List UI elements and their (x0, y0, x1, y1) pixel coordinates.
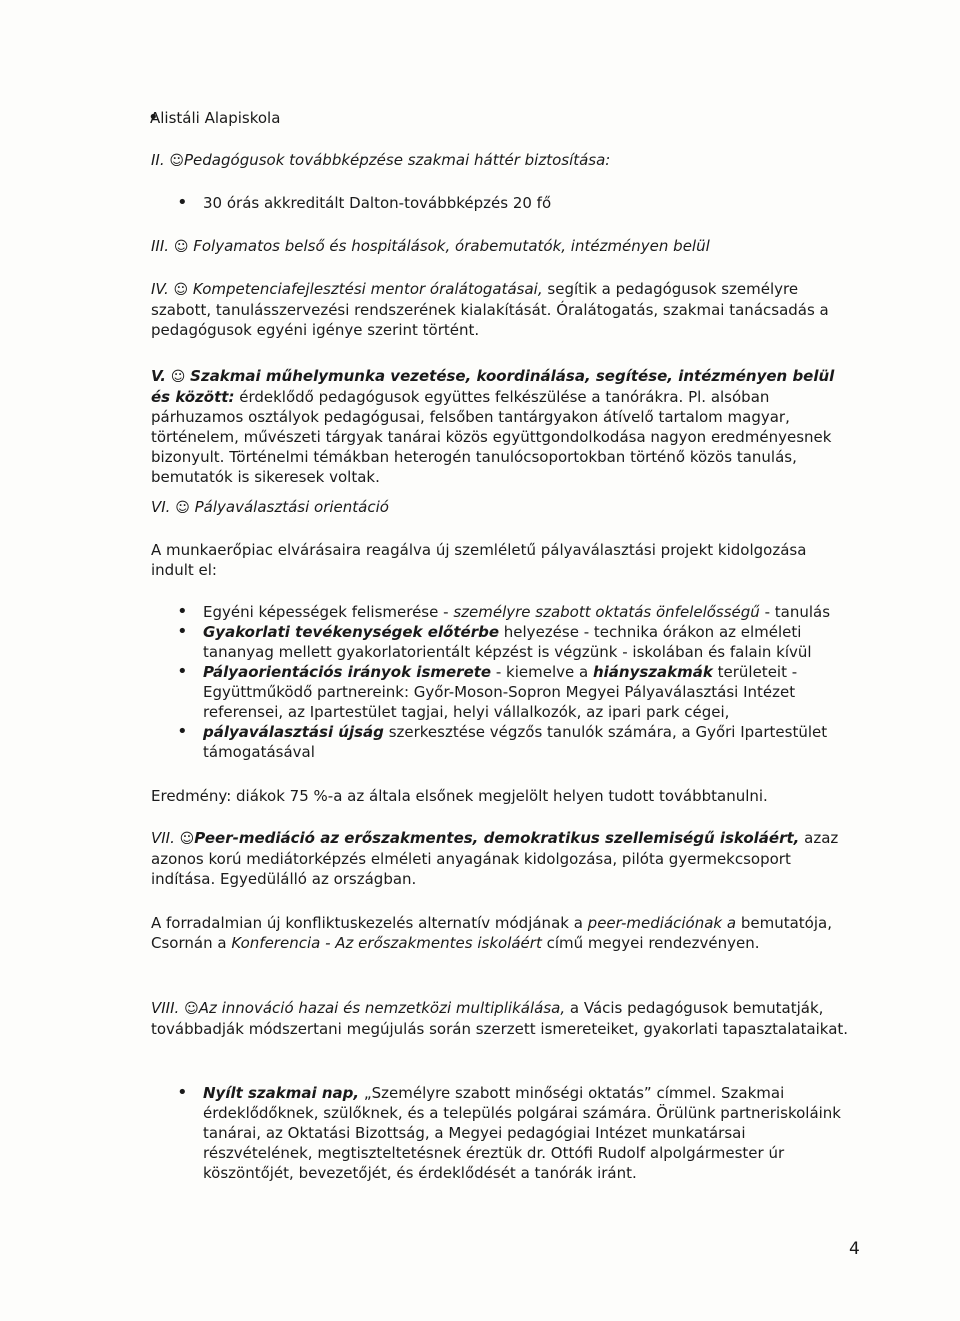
smiley-icon: ☺ (170, 369, 186, 385)
section-title: Peer-mediáció az erőszakmentes, demokratikus szellemiségű iskoláért, (194, 829, 800, 847)
section-7-paragraph: A forradalmian új konfliktuskezelés alternatív módjának a peer-mediációnak a bemutatója, Csornán a Konferencia - Az erőszakmentes iskoláért című megyei rendezvényen. (151, 914, 832, 952)
section-number: III. (151, 237, 170, 255)
section-title: Pályaválasztási orientáció (194, 498, 389, 516)
page-number: 4 (849, 1239, 860, 1259)
smiley-icon: ☺ (179, 831, 195, 847)
smiley-icon: ☺ (184, 1001, 199, 1017)
section-number: II. (151, 151, 165, 169)
school-name: Alistáli Alapiskola (150, 109, 281, 127)
section-number: V. (151, 367, 166, 385)
section-title: Pedagógusok továbbképzése szakmai háttér biztosítása: (184, 151, 611, 169)
list-item (122, 108, 822, 128)
section-7 (151, 828, 851, 889)
section-number: VI. (151, 498, 171, 516)
section-3-heading (151, 236, 851, 257)
list-item: • Gyakorlati tevékenységek előtérbe helyezése - technika órákon az elméleti tananyag mellett gyakorlatorientált képzést is végzünk - iskolában és falain kívül (151, 622, 851, 662)
section-title: Kompetenciafejlesztési mentor óralátogatásai, (192, 280, 543, 298)
section-6-heading (151, 497, 851, 518)
section-8 (151, 998, 851, 1039)
list-item: • Pályaorientációs irányok ismerete - kiemelve a hiányszakmák területeit - Együttműködő partnereink: Győr-Moson-Sopron Megyei Pályaválasztási Intézet referensei, az Ipartestület tagjai, helyi vállalkozók, az ipari park cégei, (151, 662, 851, 722)
section-title: Az innováció hazai és nemzetközi multiplikálása, (198, 999, 566, 1017)
section-6-intro: A munkaerőpiac elvárásaira reagálva új szemléletű pályaválasztási projekt kidolgozása indult el: (151, 541, 807, 579)
section-5 (151, 366, 851, 487)
section-8-list (151, 1083, 851, 1183)
section-number: IV. (151, 280, 169, 298)
section-text: segítik a pedagógusok személyre szabott, tanulásszervezési rendszerének kialakítását. Óralátogatás, szakmai tanácsadás a pedagógusok egyéni igénye szerint történt. (151, 280, 829, 339)
list-item: • pályaválasztási újság szerkesztése végzős tanulók számára, a Győri Ipartestület támogatásával (151, 722, 851, 762)
section-number: VII. (151, 829, 175, 847)
section-text: a Vácis pedagógusok bemutatják, továbbadják módszertani megújulás során szerzett ismereteiket, gyakorlati tapasztalataikat. (151, 999, 849, 1038)
section-title: Szakmai műhelymunka vezetése, koordinálása, segítése, intézményen belül és között: (151, 367, 835, 406)
section-text: azaz azonos korú mediátorképzés elméleti anyagának kidolgozása, pilóta gyermekcsoport indítása. Egyedülálló az országban. (151, 829, 839, 888)
smiley-icon: ☺ (175, 500, 190, 516)
smiley-icon: ☺ (173, 282, 189, 298)
smiley-icon: ☺ (169, 153, 185, 169)
section-title: Folyamatos belső és hospitálások, órabemutatók, intézményen belül (193, 237, 710, 255)
section-4 (151, 279, 851, 340)
section-text: érdeklődő pedagógusok együttes felkészülése a tanórákra. Pl. alsóban párhuzamos osztályok pedagógusai, felsőben tantárgyakon átívelő tartalom magyar, történelem, művészeti tárgyak tanárai közös együttgondolkodása nagyon eredményesnek bizonyult. Történelmi témákban heterogén tanulócsoportokban történő közös tanulás, bemutatók is sikeresek voltak. (151, 388, 832, 486)
list-item: • 30 órás akkreditált Dalton-továbbképzés 20 fő (151, 193, 851, 213)
list-item: • Nyílt szakmai nap, „Személyre szabott minőségi oktatás” címmel. Szakmai érdeklődőknek, szülőknek, és a település polgárai számára. Örülünk partneriskoláink tanárai, az Oktatási Bizottság, a Megyei pedagógiai Intézet munkatársai részvételének, megtiszteltetésnek éreztük dr. Ottófi Rudolf alpolgármester úr köszöntőjét, bevezetőjét, és érdeklődését a tanórák iránt. (151, 1083, 851, 1183)
section-number: VIII. (151, 999, 180, 1017)
smiley-icon: ☺ (173, 239, 189, 255)
list-item: • Egyéni képességek felismerése - személyre szabott oktatás önfelelősségű - tanulás (151, 602, 851, 622)
section-6-list (151, 602, 851, 762)
section-6-result: Eredmény: diákok 75 %-a az általa elsőnek megjelölt helyen tudott továbbtanulni. (151, 787, 768, 805)
section-2-heading (151, 150, 851, 171)
school-list (122, 108, 822, 128)
section-2-list (151, 193, 851, 213)
